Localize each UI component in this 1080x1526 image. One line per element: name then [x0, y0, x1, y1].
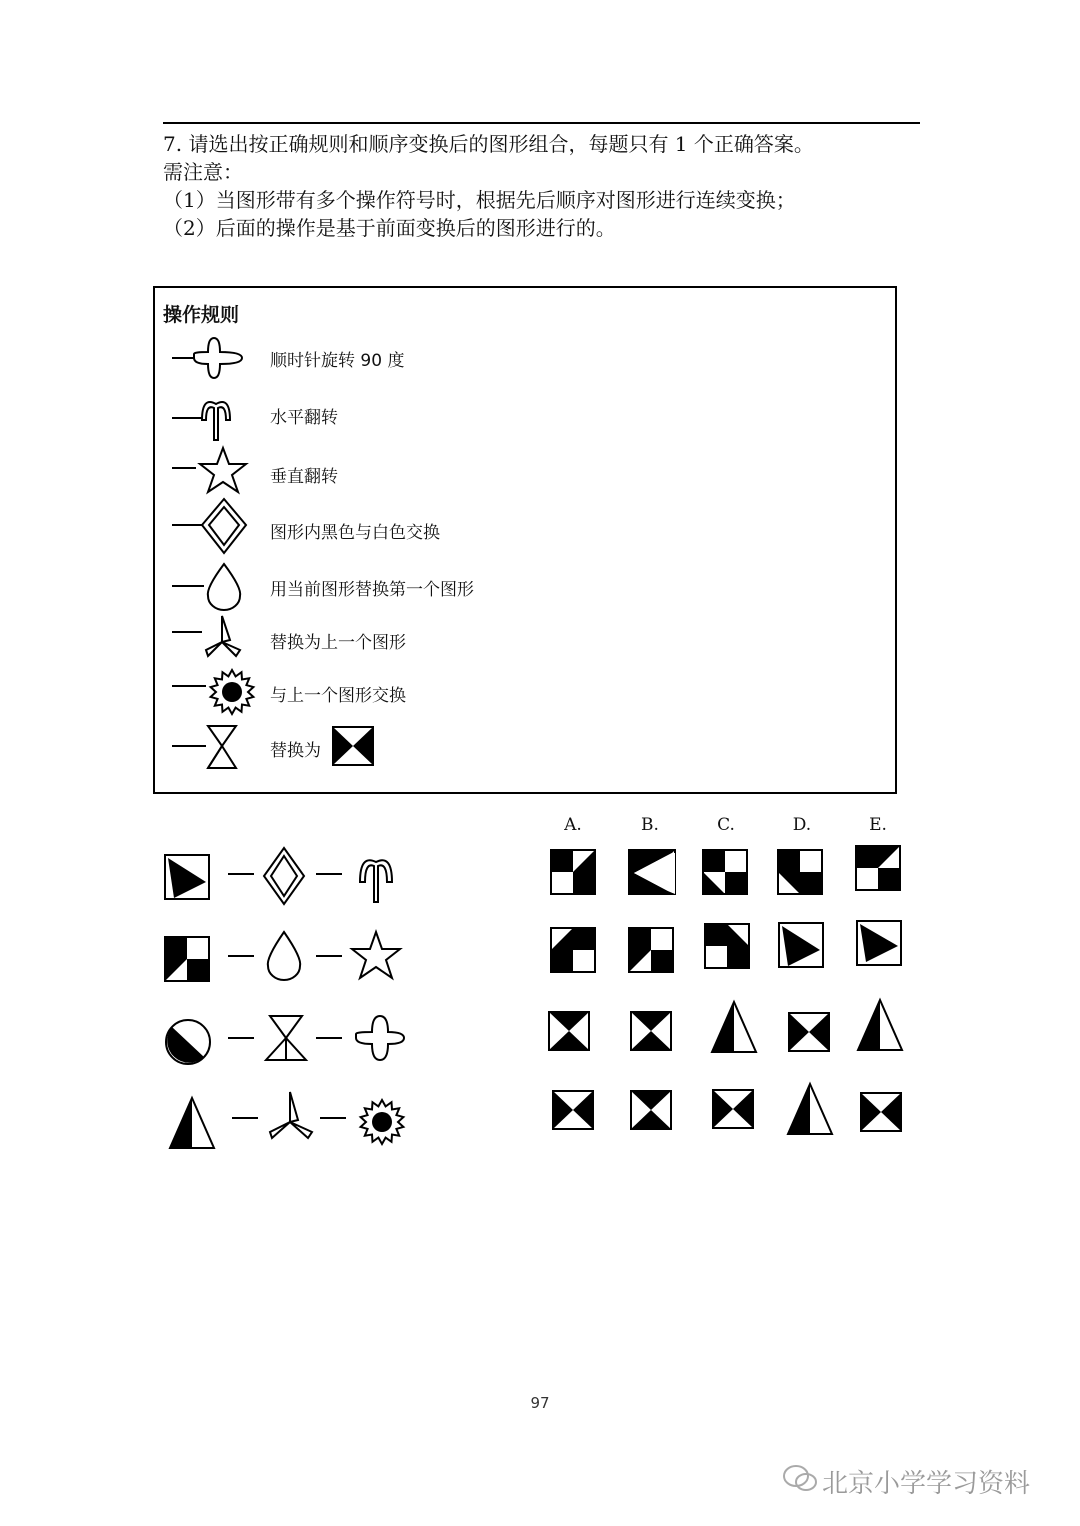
note-2: （2）后面的操作是基于前面变换后的图形进行的。 — [163, 216, 616, 240]
sun-icon — [172, 664, 262, 720]
problem-3-ops — [226, 1010, 416, 1066]
page-number: 97 — [530, 1394, 550, 1412]
answer-3a[interactable] — [548, 1011, 590, 1051]
hourglass-square-icon — [332, 726, 374, 766]
answer-2b[interactable] — [628, 927, 674, 973]
note-1: （1）当图形带有多个操作符号时，根据先后顺序对图形进行连续变换； — [163, 188, 796, 212]
answer-1c[interactable] — [702, 849, 748, 895]
option-letter-e: E. — [869, 815, 887, 835]
option-letter-d: D. — [792, 815, 812, 835]
pinwheel-icon — [172, 612, 252, 662]
problem-1-ops — [226, 846, 406, 910]
answer-3e[interactable] — [856, 998, 904, 1052]
half-black-triangle-icon — [168, 1096, 216, 1150]
rule-text-replace-first: 用当前图形替换第一个图形 — [270, 580, 474, 600]
drop-icon — [172, 562, 252, 612]
answer-2d[interactable] — [778, 922, 824, 968]
rules-box — [153, 286, 897, 794]
wechat-icon — [780, 1458, 820, 1498]
answer-3b[interactable] — [630, 1011, 672, 1051]
rule-text-replace-with: 替换为 — [270, 741, 321, 761]
answer-3d[interactable] — [788, 1012, 830, 1052]
rules-title: 操作规则 — [163, 304, 240, 326]
answer-2e[interactable] — [856, 920, 902, 966]
rule-text-swap-prev: 与上一个图形交换 — [270, 686, 406, 706]
answer-4e[interactable] — [860, 1092, 902, 1132]
watermark: 北京小学学习资料 — [822, 1469, 1031, 1499]
problem-4-ops — [230, 1088, 420, 1152]
star-icon — [172, 446, 252, 498]
rule-text-vflip: 垂直翻转 — [270, 467, 338, 487]
answer-4a[interactable] — [552, 1090, 594, 1130]
cross-icon — [172, 334, 252, 382]
diamond-icon — [172, 497, 252, 557]
answer-4c[interactable] — [712, 1089, 754, 1129]
rule-text-replace-prev: 替换为上一个图形 — [270, 633, 406, 653]
trefoil-icon — [172, 720, 252, 774]
fountain-icon — [172, 392, 252, 444]
answer-1a[interactable] — [550, 849, 596, 895]
answer-2c[interactable] — [704, 923, 750, 969]
answer-1b[interactable] — [628, 849, 676, 895]
answer-1e[interactable] — [855, 845, 901, 891]
answer-3c[interactable] — [710, 1000, 758, 1054]
problem-2-ops — [226, 930, 406, 986]
note-label: 需注意： — [163, 160, 243, 184]
half-black-circle-icon — [164, 1018, 212, 1066]
rule-text-rotate: 顺时针旋转 90 度 — [270, 351, 405, 371]
checker-square-icon — [164, 936, 210, 982]
answer-2a[interactable] — [550, 927, 596, 973]
square-black-triangle-right-icon — [164, 854, 210, 900]
option-letter-c: C. — [717, 815, 735, 835]
answer-1d[interactable] — [777, 849, 823, 895]
option-letter-b: B. — [641, 815, 659, 835]
header-rule — [163, 122, 920, 124]
option-letter-a: A. — [564, 815, 582, 835]
question-title: 7. 请选出按正确规则和顺序变换后的图形组合，每题只有 1 个正确答案。 — [163, 132, 814, 156]
answer-4b[interactable] — [630, 1090, 672, 1130]
rule-text-hflip: 水平翻转 — [270, 408, 338, 428]
rule-text-invert: 图形内黑色与白色交换 — [270, 523, 440, 543]
answer-4d[interactable] — [786, 1082, 834, 1136]
